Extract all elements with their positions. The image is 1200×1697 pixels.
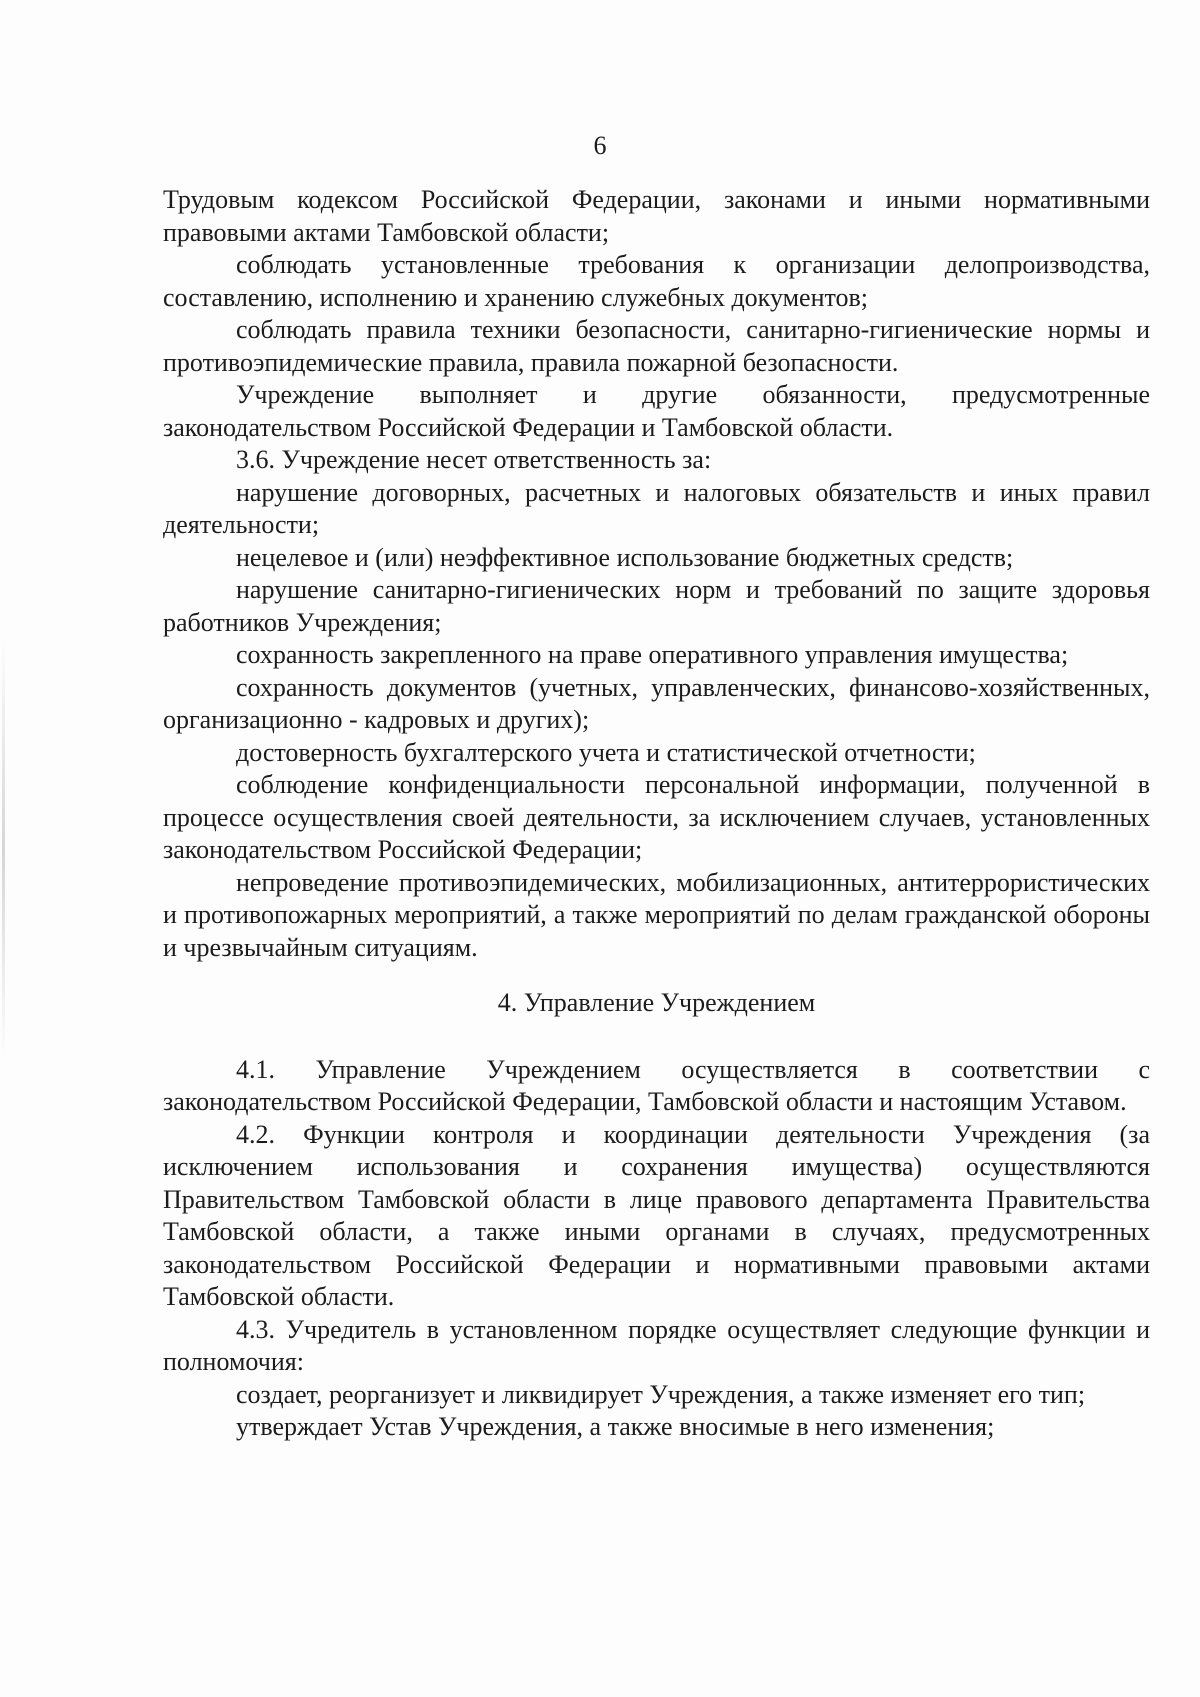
paragraph: 4.1. Управление Учреждением осуществляется в соответствии с законодательством Российской Федерации, Тамбовской области и настоящим Уставом. [163,1054,1150,1116]
paragraph: 4.3. Учредитель в установленном порядке осуществляет следующие функции и полномочия: [163,1314,1150,1376]
paragraph: соблюдать установленные требования к организации делопроизводства, составлению, исполнению и хранению служебных документов; [163,250,1150,312]
section-4-content [163,1054,1150,1444]
paragraph: нарушение санитарно-гигиенических норм и требований по защите здоровья работников Учреждения; [163,575,1150,637]
paragraph: соблюдать правила техники безопасности, санитарно-гигиенические нормы и противоэпидемические правила, правила пожарной безопасности. [163,315,1150,377]
paragraph: соблюдение конфиденциальности персональной информации, полученной в процессе осуществления своей деятельности, за исключением случаев, установленных законодательством Российской Федерации; [163,770,1150,864]
paragraph: достоверность бухгалтерского учета и статистической отчетности; [236,737,976,767]
paragraph: Трудовым кодексом Российской Федерации, законами и иными нормативными правовыми актами Тамбовской области; [163,185,1150,247]
page-number: 6 [593,131,607,160]
paragraph: 3.6. Учреждение несет ответственность за: [236,445,712,474]
paragraph: 4.2. Функции контроля и координации деятельности Учреждения (за исключением использования и сохранения имущества) осуществляются Правительством Тамбовской области в лице правового департамента Правительства Тамбовской области, а также иными органами в случаях, предусмотренных законодательством Российской Федерации и нормативными правовыми актами Тамбовской области. [163,1119,1150,1311]
scan-edge-shadow [2,640,5,1060]
section-heading: 4. Управление Учреждением [497,988,816,1017]
paragraph: нарушение договорных, расчетных и налоговых обязательств и иных правил деятельности; [163,477,1150,539]
paragraph: создает, реорганизует и ликвидирует Учреждения, а также изменяет его тип; [236,1379,1086,1409]
paragraph: непроведение противоэпидемических, мобилизационных, антитеррористических и противопожарных мероприятий, а также мероприятий по делам гражданской обороны и чрезвычайным ситуациям. [163,867,1150,962]
document-body [163,184,1150,1444]
paragraph: сохранность закрепленного на праве оперативного управления имущества; [236,640,1069,669]
paragraph: утверждает Устав Учреждения, а также вносимые в него изменения; [236,1412,995,1441]
paragraph: Учреждение выполняет и другие обязанности, предусмотренные законодательством Российской Федерации и Тамбовской области. [163,380,1150,442]
section-3-continuation [163,184,1150,964]
paragraph: нецелевое и (или) неэффективное использование бюджетных средств; [236,542,1014,572]
paragraph: сохранность документов (учетных, управленческих, финансово-хозяйственных, организационно - кадровых и других); [163,672,1150,734]
